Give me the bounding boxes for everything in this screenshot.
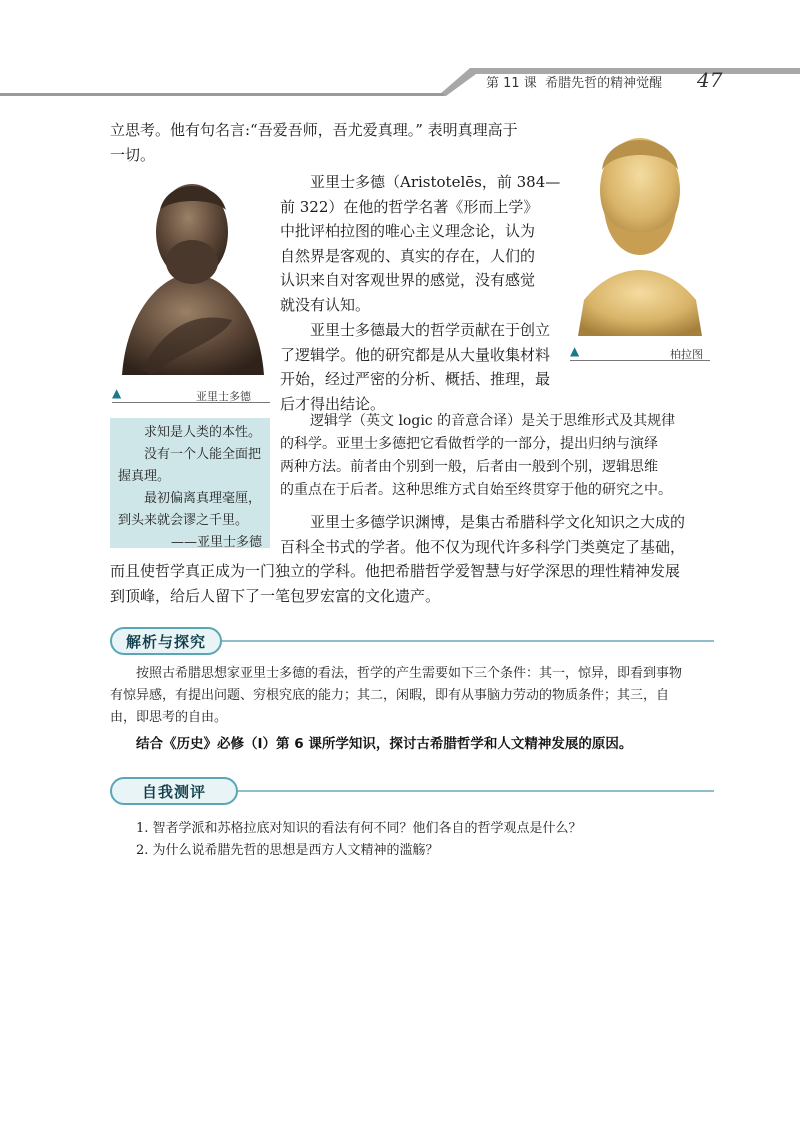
- top-paragraph: [110, 118, 570, 167]
- quote-line: 求知是人类的本性。: [144, 425, 262, 440]
- question-item: 2. 为什么说希腊先哲的思想是西方人文精神的滥觞？: [136, 843, 439, 858]
- erudite-paragraph-bottom: [110, 559, 730, 608]
- logic-def-line: 逻辑学（英文 logic 的音意合译）是关于思维形式及其规律: [310, 413, 676, 429]
- erudite-line: 百科全书式的学者。他不仅为现代许多科学门类奠定了基础，: [280, 537, 686, 556]
- quote-line: 最初偏离真理毫厘，: [144, 491, 262, 506]
- aristotle-line: 认识来自对客观世界的感觉，没有感觉: [280, 271, 536, 289]
- analysis-line: 按照古希腊思想家亚里士多德的看法，哲学的产生需要如下三个条件：其一，惊异，即看到事物: [136, 666, 683, 681]
- top-line-2: 一切。: [110, 145, 156, 164]
- aristotle-line: 前 322）在他的哲学名著《形而上学》: [280, 197, 539, 216]
- logic-line: 了逻辑学。他的研究都是从大量收集材料: [280, 345, 551, 364]
- logic-def-line: 的重点在于后者。这种思维方式自始至终贯穿于他的研究之中。: [280, 482, 672, 498]
- aristotle-paragraph: [280, 170, 570, 317]
- aristotle-caption-text: 亚里士多德: [196, 390, 251, 403]
- logic-def-line: 的科学。亚里士多德把它看做哲学的一部分，提出归纳与演绎: [280, 436, 658, 452]
- quote-line: 没有一个人能全面把: [144, 447, 262, 462]
- erudite-paragraph-top: [280, 510, 720, 559]
- section-self-test-title: 自我测评: [141, 782, 206, 801]
- header-lesson-title: 希腊先哲的精神觉醒: [545, 76, 663, 91]
- section-divider: [238, 790, 714, 792]
- plato-caption: [570, 344, 710, 361]
- section-divider: [222, 640, 714, 642]
- triangle-icon: ▲: [570, 344, 580, 358]
- analysis-line: 有惊异感，有提出问题、穷根究底的能力；其二，闲暇，即有从事脑力劳动的物质条件；其三，自: [110, 688, 670, 703]
- analysis-task: 结合《历史》必修（Ⅰ）第 6 课所学知识，探讨古希腊哲学和人文精神发展的原因。: [136, 736, 633, 752]
- quote-line: 握真理。: [118, 469, 171, 484]
- plato-bust-image: [570, 120, 710, 338]
- logic-line: 后才得出结论。: [280, 394, 386, 413]
- aristotle-line: 就没有认知。: [280, 295, 371, 314]
- header-band: [0, 66, 800, 96]
- triangle-icon: ▲: [112, 386, 122, 400]
- section-analysis-title: 解析与探究: [125, 632, 206, 651]
- aristotle-caption: [112, 386, 270, 403]
- quote-line: 到头来就会谬之千里。: [118, 513, 249, 528]
- header-lesson: 第 11 课: [486, 76, 537, 91]
- analysis-line: 由，即思考的自由。: [110, 710, 228, 725]
- self-test-questions: [136, 818, 726, 862]
- plato-caption-text: 柏拉图: [670, 348, 703, 361]
- question-item: 1. 智者学派和苏格拉底对知识的看法有何不同？他们各自的哲学观点是什么？: [136, 821, 582, 836]
- section-self-test-badge: [110, 777, 238, 805]
- quote-author: ——亚里士多德: [170, 535, 262, 550]
- aristotle-line: 中批评柏拉图的唯心主义理念论，认为: [280, 222, 536, 240]
- logic-paragraph: [280, 318, 570, 416]
- page-number: 47: [697, 68, 723, 92]
- quote-box: [110, 418, 270, 548]
- erudite-line: 而且使哲学真正成为一门独立的学科。他把希腊哲学爱智慧与好学深思的理性精神发展: [110, 562, 681, 580]
- top-line-1: 立思考。他有句名言:“吾爱吾师，吾尤爱真理。” 表明真理高于: [110, 121, 518, 139]
- header-title: [486, 72, 662, 91]
- logic-line: 开始，经过严密的分析、概括、推理，最: [280, 370, 551, 388]
- erudite-line: 亚里士多德学识渊博，是集古希腊科学文化知识之大成的: [310, 513, 686, 531]
- logic-definition: [280, 410, 720, 502]
- logic-line: 亚里士多德最大的哲学贡献在于创立: [310, 321, 551, 339]
- aristotle-line: 自然界是客观的、真实的存在，人们的: [280, 246, 536, 265]
- aristotle-bust-image: [112, 170, 270, 380]
- logic-def-line: 两种方法。前者由个别到一般，后者由一般到个别，逻辑思维: [280, 459, 658, 475]
- erudite-line: 到顶峰，给后人留下了一笔包罗宏富的文化遗产。: [110, 586, 441, 605]
- analysis-text: [110, 663, 720, 729]
- section-analysis-badge: [110, 627, 222, 655]
- aristotle-line: 亚里士多德（Aristotelēs，前 384—: [310, 173, 561, 191]
